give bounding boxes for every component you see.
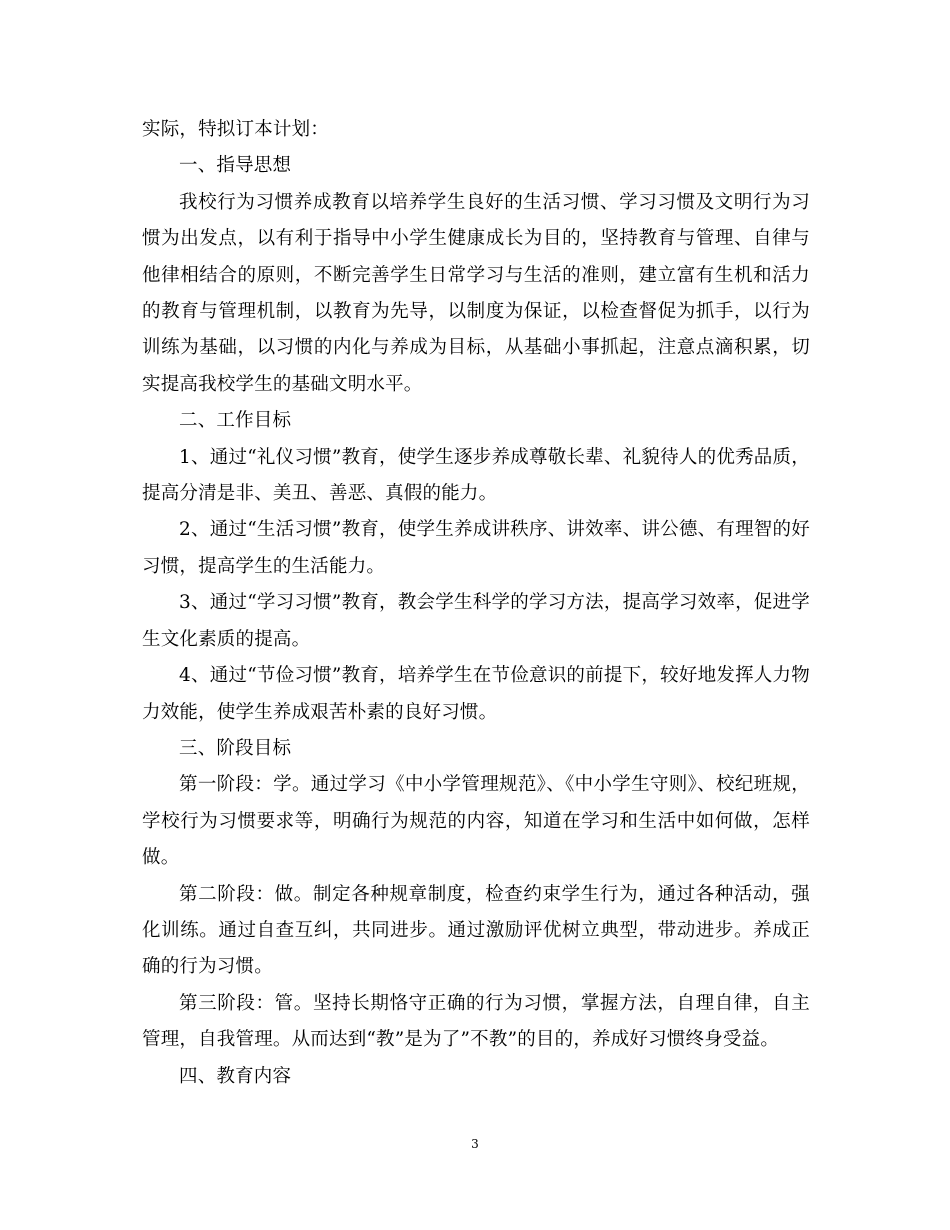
section-heading-work-goals: 二、工作目标 (179, 410, 292, 432)
paragraph-goal-2: 2、通过“生活习惯”教育，使学生养成讲秩序、讲效率、讲公德、有理智的好习惯，提高学生的生活能力。 (142, 519, 810, 577)
page-number: 3 (471, 1137, 479, 1151)
paragraph-goal-1: 1、通过“礼仪习惯”教育，使学生逐步养成尊敬长辈、礼貌待人的优秀品质，提高分清是非、美丑、善恶、真假的能力。 (142, 446, 810, 505)
paragraph-goal-4: 4、通过“节俭习惯”教育，培养学生在节俭意识的前提下，较好地发挥人力物力效能，使学生养成艰苦朴素的良好习惯。 (142, 665, 810, 723)
section-heading-guiding-thought: 一、指导思想 (179, 155, 292, 177)
paragraph-intro-continuation: 实际，特拟订本计划： (142, 119, 330, 140)
paragraph-guiding-thought: 我校行为习惯养成教育以培养学生良好的生活习惯、学习习惯及文明行为习惯为出发点，以有利于指导中小学生健康成长为目的，坚持教育与管理、自律与他律相结合的原则，不断完善学生日常学习与生活的准则，建立富有生机和活力的教育与管理机制，以教育为先导，以制度为保证，以检查督促为抓手，以行为训练为基础，以习惯的内化与养成为目标，从基础小事抓起，注意点滴积累，切实提高我校学生的基础文明水平。 (142, 191, 810, 395)
paragraph-stage-2: 第二阶段：做。制定各种规章制度，检查约束学生行为，通过各种活动，强化训练。通过自查互纠，共同进步。通过激励评优树立典型，带动进步。养成正确的行为习惯。 (142, 883, 810, 978)
document-body (142, 112, 810, 1095)
paragraph-stage-3: 第三阶段：管。坚持长期恪守正确的行为习惯，掌握方法，自理自律，自主管理，自我管理。从而达到“教”是为了”不教”的目的，养成好习惯终身受益。 (142, 992, 810, 1051)
paragraph-stage-1: 第一阶段：学。通过学习《中小学管理规范》、《中小学生守则》、校纪班规，学校行为习惯要求等，明确行为规范的内容，知道在学习和生活中如何做，怎样做。 (142, 774, 810, 869)
section-heading-stage-goals: 三、阶段目标 (179, 737, 292, 759)
paragraph-goal-3: 3、通过“学习习惯”教育，教会学生科学的学习方法，提高学习效率，促进学生文化素质的提高。 (142, 592, 810, 650)
section-heading-education-content: 四、教育内容 (179, 1065, 292, 1087)
